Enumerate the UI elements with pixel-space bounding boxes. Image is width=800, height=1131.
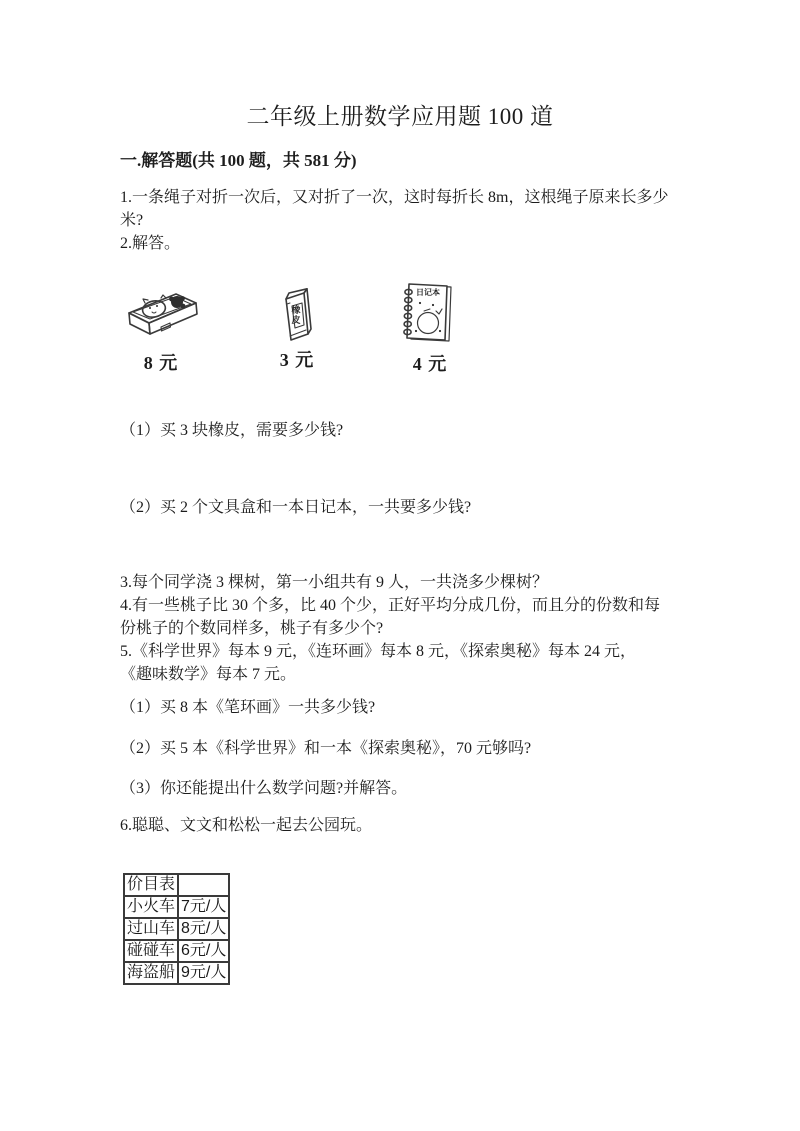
question-2-part-2: （2）买 2 个文具盒和一本日记本，一共要多少钱? (120, 499, 472, 516)
table-row (124, 896, 229, 918)
question-4-line-1: 4.有一些桃子比 30 个多，比 40 个少，正好平均分成几份，而且分的份数和每 (120, 597, 661, 614)
question-4-line-2: 份桃子的个数同样多，桃子有多少个? (120, 620, 384, 637)
notebook-sketch-text: 日记本 (416, 288, 440, 297)
question-2-part-1: （1）买 3 块橡皮，需要多少钱? (120, 422, 344, 439)
eraser-price-label: 3 元 (279, 350, 315, 370)
table-row (124, 874, 229, 896)
question-2-label: 2.解答。 (120, 235, 181, 252)
ride-price: 7元/人 (178, 896, 229, 918)
section-header: 一.解答题(共 100 题，共 581 分) (120, 151, 357, 170)
table-row (124, 918, 229, 940)
pencil-box-drawing (119, 286, 203, 344)
question-3: 3.每个同学浇 3 棵树，第一小组共有 9 人，一共浇多少棵树？ (120, 574, 549, 591)
question-1-block (120, 186, 668, 255)
ride-price: 9元/人 (178, 962, 229, 984)
question-5-part-3: （3）你还能提出什么数学问题?并解答。 (120, 780, 408, 797)
price-table-title: 价目表 (124, 874, 178, 896)
page-title: 二年级上册数学应用题 100 道 (246, 104, 554, 129)
question-1-line-2: 米? (120, 212, 144, 229)
table-row (124, 962, 229, 984)
notebook-price-label: 4 元 (412, 354, 448, 374)
ride-name: 海盗船 (124, 962, 178, 984)
question-5-part-2: （2）买 5 本《科学世界》和一本《探索奥秘》，70 元够吗? (120, 740, 532, 757)
question-6: 6.聪聪、文文和松松一起去公园玩。 (120, 817, 373, 834)
questions-3-4-5-block (120, 571, 660, 686)
ride-price: 8元/人 (178, 918, 229, 940)
question-5-line-2: 《趣味数学》每本 7 元。 (120, 666, 297, 683)
price-table (123, 873, 230, 985)
notebook-figure (398, 281, 462, 376)
question-5-line-1: 5.《科学世界》每本 9 元，《连环画》每本 8 元，《探索奥秘》每本 24 元， (120, 643, 637, 660)
pencil-box-figure (118, 286, 204, 375)
pencil-box-price-label: 8 元 (143, 353, 179, 373)
table-row (124, 940, 229, 962)
ride-name: 碰碰车 (124, 940, 178, 962)
ride-name: 过山车 (124, 918, 178, 940)
question-5-part-1: （1）买 8 本《笔环画》一共多少钱? (120, 699, 376, 716)
eraser-sketch-text: 橡皮 (290, 305, 301, 325)
question-1-line-1: 1.一条绳子对折一次后，又对折了一次，这时每折长 8m，这根绳子原来长多少 (120, 189, 669, 206)
price-table-empty-cell (178, 874, 229, 896)
eraser-figure (266, 288, 328, 372)
ride-name: 小火车 (124, 896, 178, 918)
ride-price: 6元/人 (178, 940, 229, 962)
